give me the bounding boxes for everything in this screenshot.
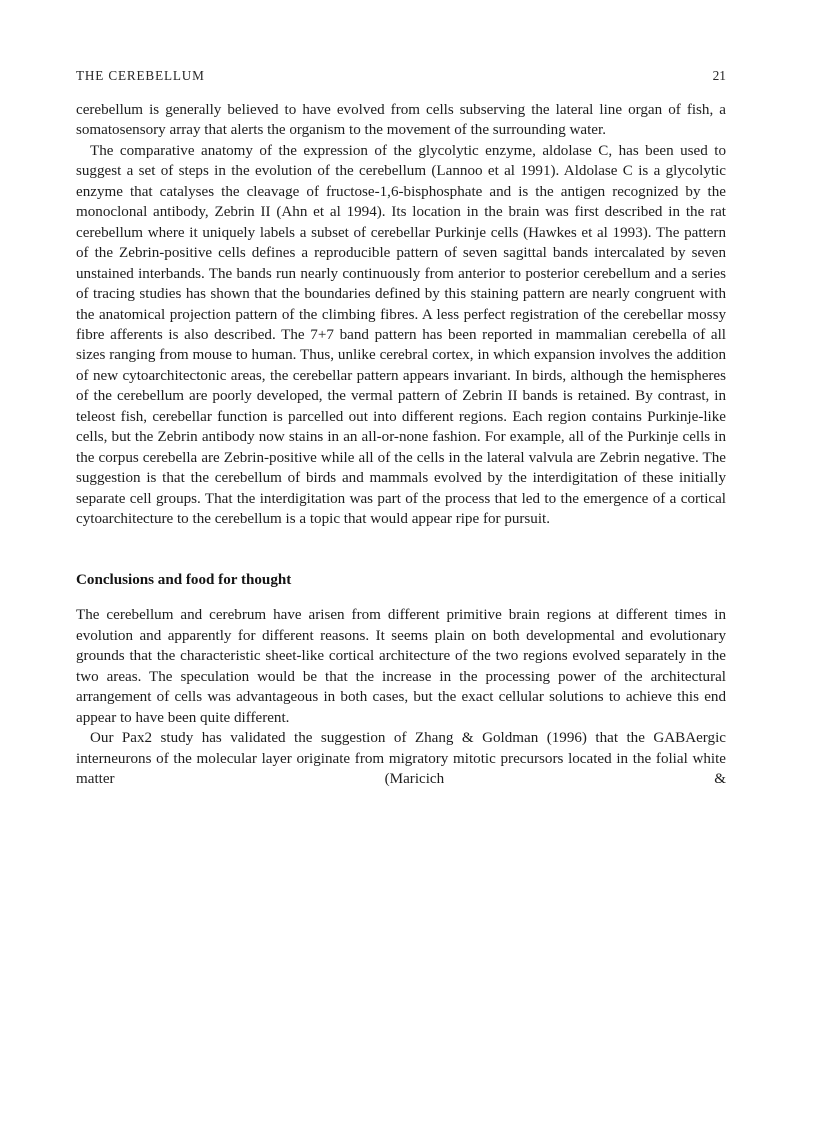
paragraph-conclusions-first: The cerebellum and cerebrum have arisen from different primitive brain regions at different times in evolution and apparently for different reasons. It seems plain on both developmental and evolutionary grounds that the characteristic sheet-like cortical architecture of the two regions evolved separately in the two areas. The speculation would be that the increase in the processing power of the architectural arrangement of cells was advantageous in both cases, but the exact cellular solutions to achieve this end appear to have been quite different. bbox=[76, 607, 726, 726]
heading-spacer-below bbox=[76, 591, 726, 606]
paragraph-continuation: cerebellum is generally believed to have evolved from cells subserving the lateral line organ of fish, a somatosensory array that alerts the organism to the movement of the surrounding water. bbox=[76, 102, 726, 139]
paragraph-pax2: Our Pax2 study has validated the suggestion of Zhang & Goldman (1996) that the GABAergic interneurons of the molecular layer originate from migratory mitotic precursors located in the folial white matter (Maricich & bbox=[76, 730, 726, 787]
page-number: 21 bbox=[712, 68, 726, 83]
body-text bbox=[76, 100, 726, 789]
running-head bbox=[76, 68, 726, 84]
heading-spacer-above bbox=[76, 530, 726, 571]
section-heading-conclusions: Conclusions and food for thought bbox=[76, 572, 292, 589]
paragraph-aldolase-zebrin: The comparative anatomy of the expression of the glycolytic enzyme, aldolase C, has been used to suggest a set of steps in the evolution of the cerebellum (Lannoo et al 1991). Aldolase C is a glycolytic enzyme that catalyses the cleavage of fructose-1,6-bisphosphate and is the antigen recognized by the monoclonal antibody, Zebrin II (Ahn et al 1994). Its location in the brain was first described in the rat cerebellum where it uniquely labels a subset of cerebellar Purkinje cells (Hawkes et al 1993). The pattern of the Zebrin-positive cells defines a reproducible pattern of seven sagittal bands intercalated by seven unstained interbands. The bands run nearly continuously from anterior to posterior cerebellum and a series of tracing studies has shown that the boundaries defined by this staining pattern are nearly congruent with the anatomical projection pattern of the climbing fibres. A less perfect registration of the cerebellar mossy fibre afferents is also described. The 7+7 band pattern has been reported in mammalian cerebella of all sizes ranging from mouse to human. Thus, unlike cerebral cortex, in which expansion involves the addition of new cytoarchitectonic areas, the cerebellar pattern appears invariant. In birds, although the hemispheres of the cerebellum are poorly developed, the vermal pattern of Zebrin II bands is retained. By contrast, in teleost fish, cerebellar function is parcelled out into different regions. Each region contains Purkinje-like cells, but the Zebrin antibody now stains in an all-or-none fashion. For example, all of the Purkinje cells in the corpus cerebella are Zebrin-positive while all of the cells in the lateral valvula are Zebrin negative. The suggestion is that the cerebellum of birds and mammals evolved by the interdigitation of these initially separate cell groups. That the interdigitation was part of the process that led to the emergence of a cortical cytoarchitecture to the cerebellum is a topic that would appear ripe for pursuit. bbox=[76, 142, 726, 528]
running-head-title: THE CEREBELLUM bbox=[76, 68, 205, 83]
